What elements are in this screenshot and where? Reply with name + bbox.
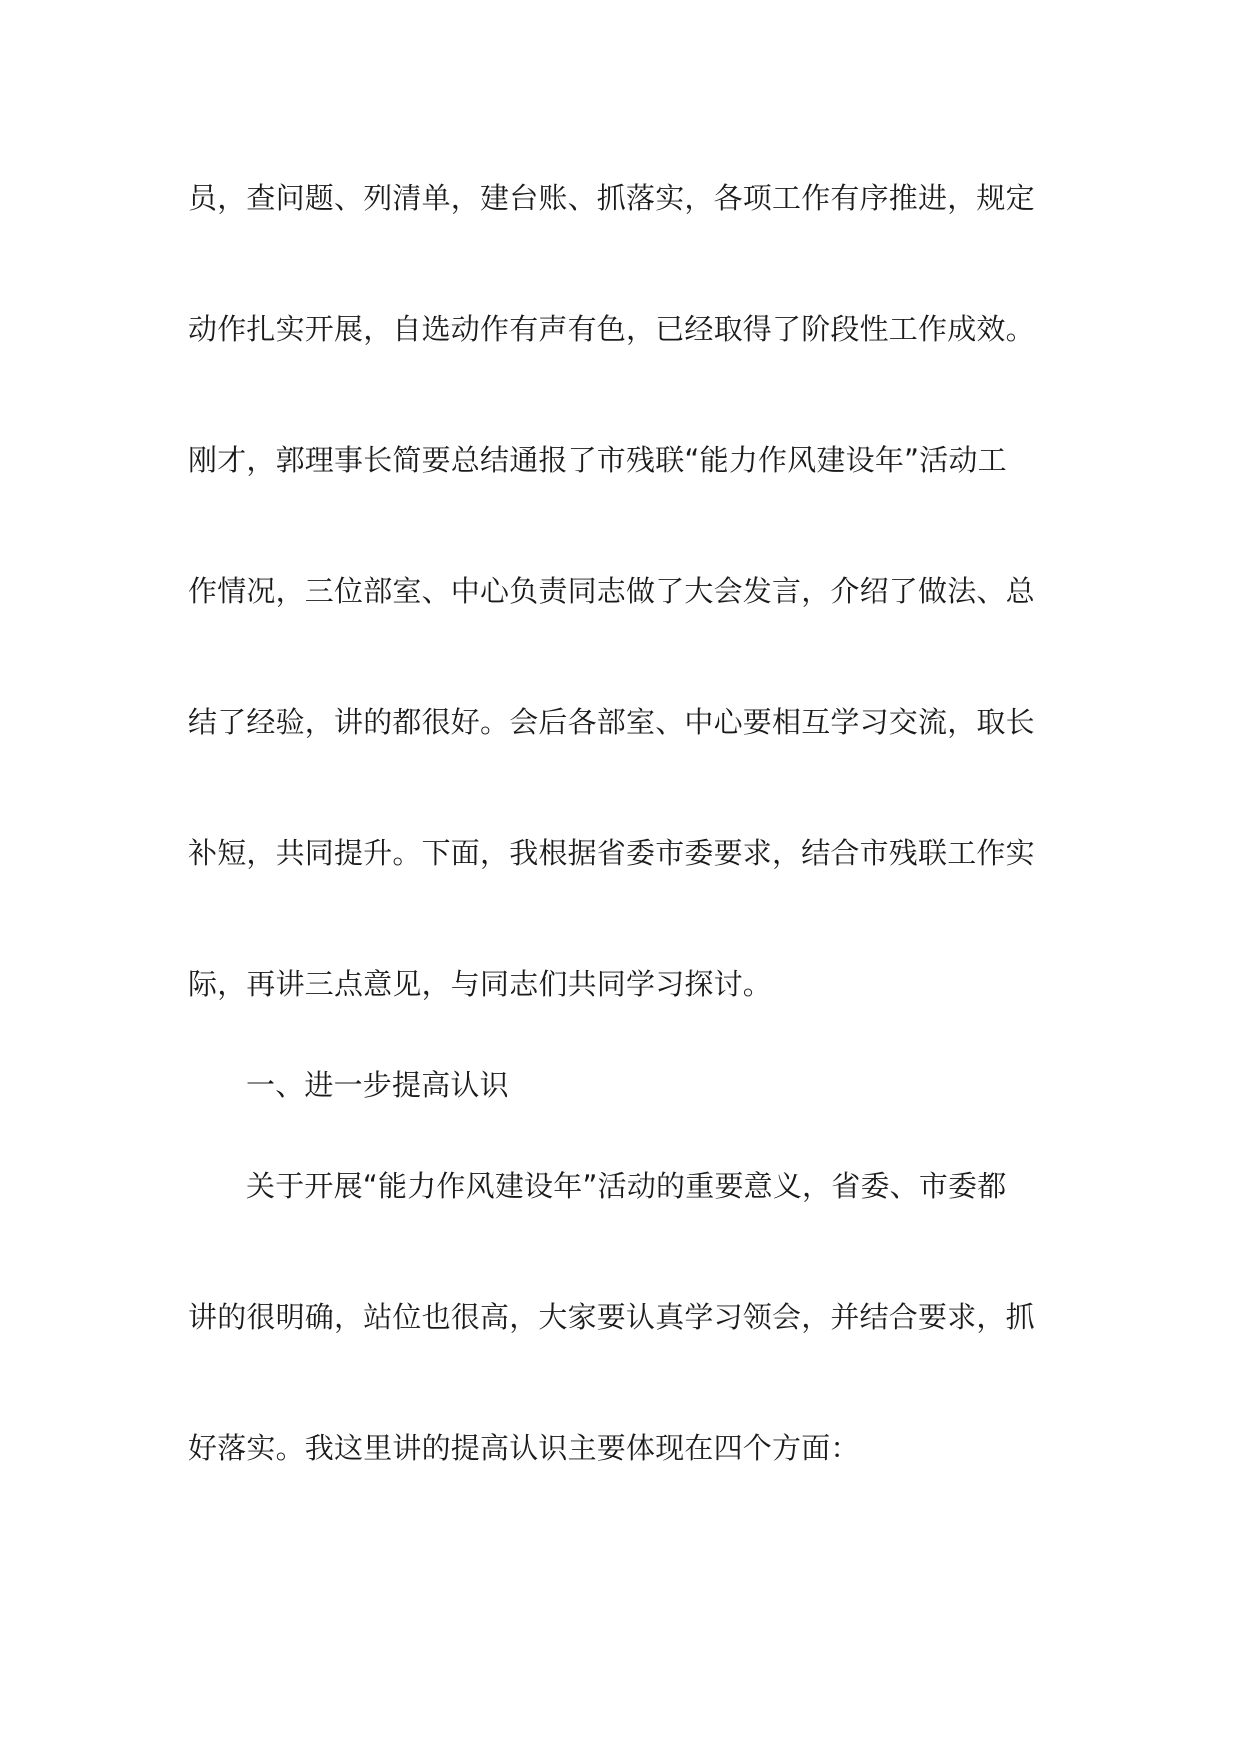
paragraph-line: 员，查问题、列清单，建台账、抓落实，各项工作有序推进，规定 [188, 181, 1035, 215]
paragraph-line: 关于开展“能力作风建设年”活动的重要意义，省委、市委都 [246, 1169, 1007, 1203]
paragraph-line: 结了经验，讲的都很好。会后各部室、中心要相互学习交流，取长 [188, 705, 1035, 739]
paragraph-line: 作情况，三位部室、中心负责同志做了大会发言，介绍了做法、总 [188, 574, 1035, 608]
paragraph-line: 补短，共同提升。下面，我根据省委市委要求，结合市残联工作实 [188, 836, 1035, 870]
paragraph-line: 际，再讲三点意见，与同志们共同学习探讨。 [188, 967, 773, 1001]
paragraph-line: 刚才，郭理事长简要总结通报了市残联“能力作风建设年”活动工 [188, 443, 1007, 477]
paragraph-line: 动作扎实开展，自选动作有声有色，已经取得了阶段性工作成效。 [188, 312, 1035, 346]
paragraph-line: 好落实。我这里讲的提高认识主要体现在四个方面： [188, 1431, 860, 1465]
section-heading: 一、进一步提高认识 [246, 1068, 509, 1102]
paragraph-line: 讲的很明确，站位也很高，大家要认真学习领会，并结合要求，抓 [188, 1300, 1035, 1334]
